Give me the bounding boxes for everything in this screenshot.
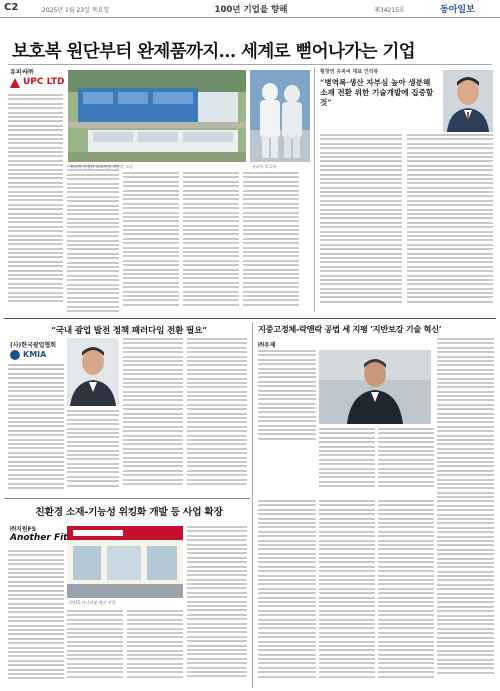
suit-photo-caption: 유피씨 보호복 <box>252 164 277 169</box>
wj-headline: 지중고정체-락앤락 공법 세 지평 ‘지반보강 기술 혁신’ <box>258 324 442 334</box>
interview-name: 황창연 유피씨 대표 인터뷰 <box>320 69 379 75</box>
fs-text-col1 <box>8 550 64 686</box>
upc-logo-icon <box>10 78 20 88</box>
fs-store-photo <box>67 526 183 598</box>
fs-text-col3 <box>127 610 183 686</box>
fs-logo-text: Another Fit <box>10 533 68 543</box>
top-byline: 유피씨㈜ <box>10 69 34 76</box>
wj-text-col3 <box>378 428 434 494</box>
issue-date: 2025년 1월 23일 목요일 <box>42 7 110 14</box>
wj-text-col1 <box>258 350 316 446</box>
kmia-chairman-photo <box>67 338 119 406</box>
headline-rule <box>8 64 492 65</box>
kmia-fs-divider <box>4 498 250 499</box>
kmia-text-col1 <box>8 364 64 494</box>
top-headline: 보호복 원단부터 완제품까지… 세계로 뻗어나가는 기업 <box>12 42 416 62</box>
kmia-text-col4 <box>187 338 247 494</box>
interview-text-col1 <box>320 134 402 312</box>
interview-text-col2 <box>407 134 493 312</box>
upc-logo-text: UPC LTD <box>23 77 65 87</box>
wj-text-col2 <box>319 428 375 494</box>
wj-text-col6 <box>319 500 375 688</box>
wj-ceo-photo <box>319 350 431 424</box>
top-story-text-col4 <box>183 172 239 312</box>
top-story-text-col1 <box>8 94 63 312</box>
kmia-logo <box>10 349 60 361</box>
wj-byline: ㈜우제 <box>258 342 276 349</box>
ceo-portrait-photo <box>443 70 493 132</box>
fs-logo <box>10 533 70 547</box>
page-header <box>0 0 500 18</box>
section-divider <box>4 318 496 319</box>
page-number: C2 <box>4 2 19 13</box>
fs-text-col4 <box>187 526 247 686</box>
masthead: 동아일보 <box>440 5 475 15</box>
fs-byline: ㈜지원FS <box>10 526 37 533</box>
kmia-text-col2 <box>67 410 119 494</box>
kmia-headline: “국내 광업 발전 정책 패러다임 전환 필요” <box>51 326 207 336</box>
factory-aerial-photo <box>68 70 246 162</box>
kmia-text-col3 <box>123 338 183 494</box>
top-story-text-col5 <box>243 172 299 312</box>
fs-headline: 친환경 소재-기능성 위킹화 개발 등 사업 확장 <box>35 507 223 518</box>
interview-quote: “병역복·생산 자부심 높아 생분해 소재 전환 위한 기술개발에 집중할 것” <box>320 78 434 107</box>
wj-text-col5 <box>258 500 316 688</box>
lower-column-divider <box>252 322 253 688</box>
protective-suit-photo <box>250 70 310 162</box>
wj-text-col7 <box>378 500 434 688</box>
kmia-byline: (사)한국광업협회 <box>10 342 57 349</box>
top-story-text-col2 <box>67 165 119 312</box>
kmia-logo-text: KMIA <box>23 350 47 359</box>
section-title: 100년 기업을 향해 <box>214 5 288 15</box>
kmia-logo-icon <box>10 350 20 360</box>
fs-photo-caption: 지원FS 어나더핏 매장 전경 <box>68 600 116 605</box>
factory-photo-caption: 유피씨 전경과 보호복을 착용한 모습 <box>70 164 134 169</box>
fs-text-col2 <box>67 610 123 686</box>
issue-number: 제34215호 <box>374 7 405 14</box>
top-story-text-col3 <box>123 172 179 312</box>
wj-text-col4 <box>437 338 494 688</box>
interview-divider <box>314 68 315 312</box>
